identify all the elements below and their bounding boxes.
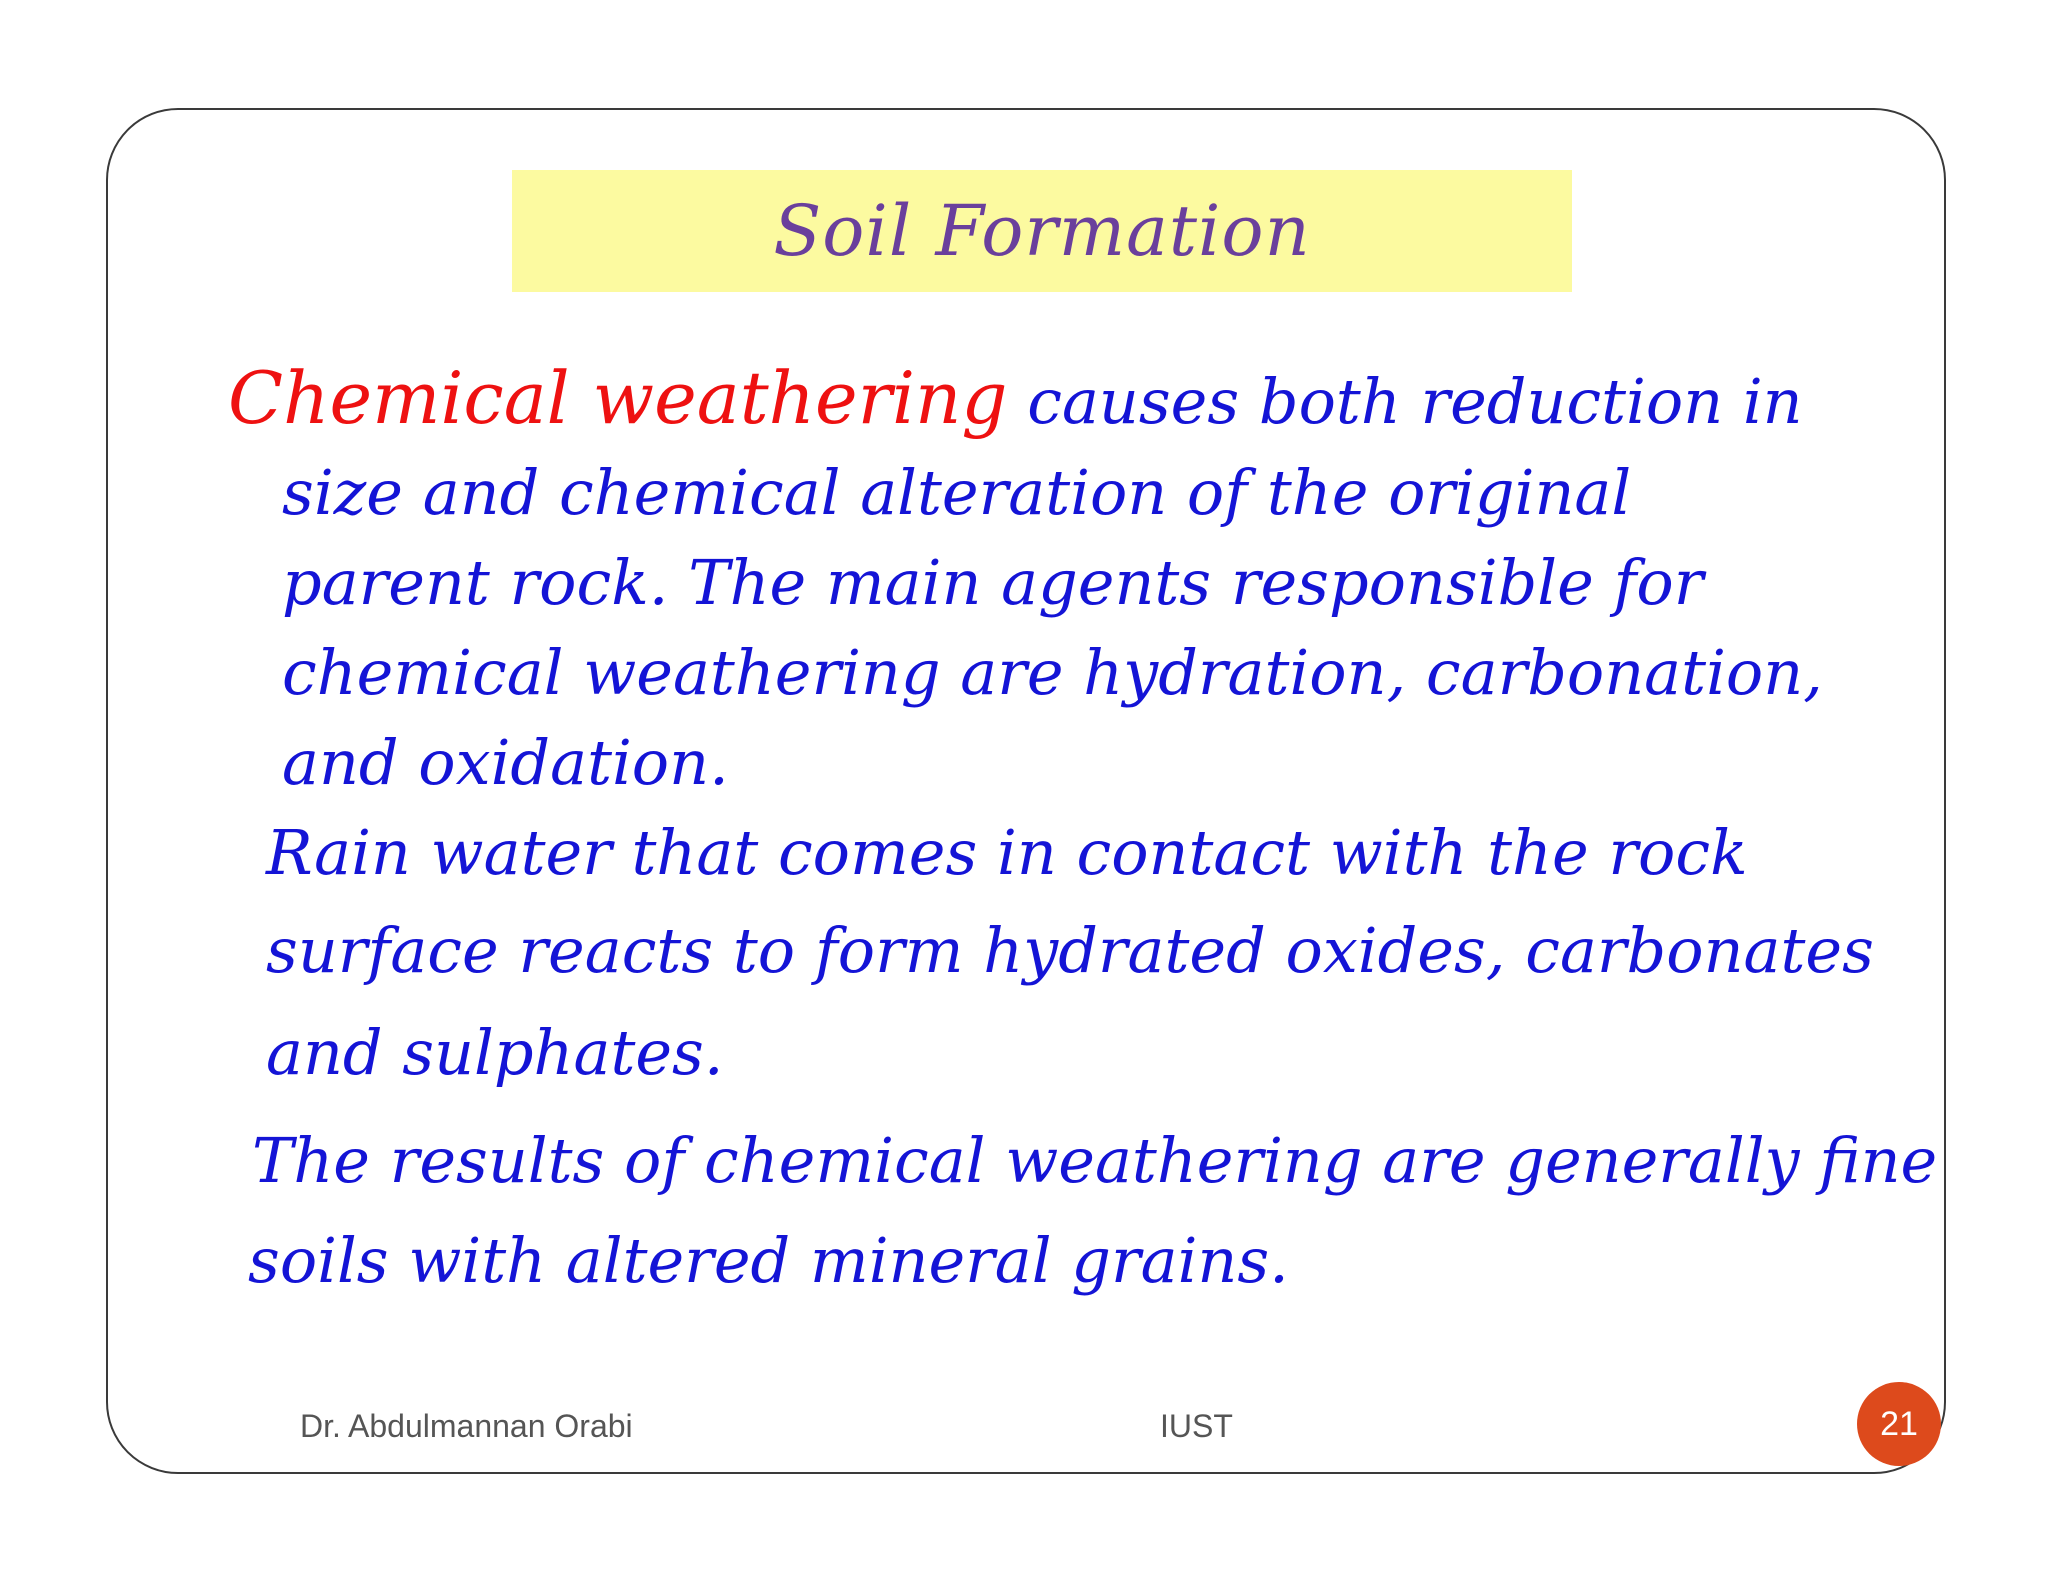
page-number: 21 (1880, 1404, 1918, 1443)
page-number-badge (1857, 1382, 1941, 1466)
paragraph1-line1 (228, 356, 1803, 440)
paragraph3-line1: The results of chemical weathering are generally fine (252, 1124, 1938, 1197)
title-box (512, 170, 1572, 292)
paragraph1-line3: parent rock. The main agents responsible for (282, 546, 1704, 619)
paragraph2-line2: surface reacts to form hydrated oxides, carbonates (266, 914, 1874, 987)
slide-title: Soil Formation (773, 190, 1311, 272)
paragraph1-line5: and oxidation. (282, 726, 729, 799)
paragraph1-line2: size and chemical alteration of the original (282, 456, 1632, 529)
footer-author: Dr. Abdulmannan Orabi (300, 1408, 633, 1444)
footer-institution: IUST (1160, 1408, 1233, 1444)
paragraph2-line3: and sulphates. (266, 1016, 724, 1089)
paragraph1-line1-rest: causes both reduction in (1007, 365, 1803, 438)
paragraph2-line1: Rain water that comes in contact with the rock (266, 816, 1748, 889)
paragraph1-line4: chemical weathering are hydration, carbonation, (282, 636, 1823, 709)
paragraph3-line2: soils with altered mineral grains. (248, 1224, 1289, 1297)
highlight-term: Chemical weathering (228, 356, 1008, 440)
